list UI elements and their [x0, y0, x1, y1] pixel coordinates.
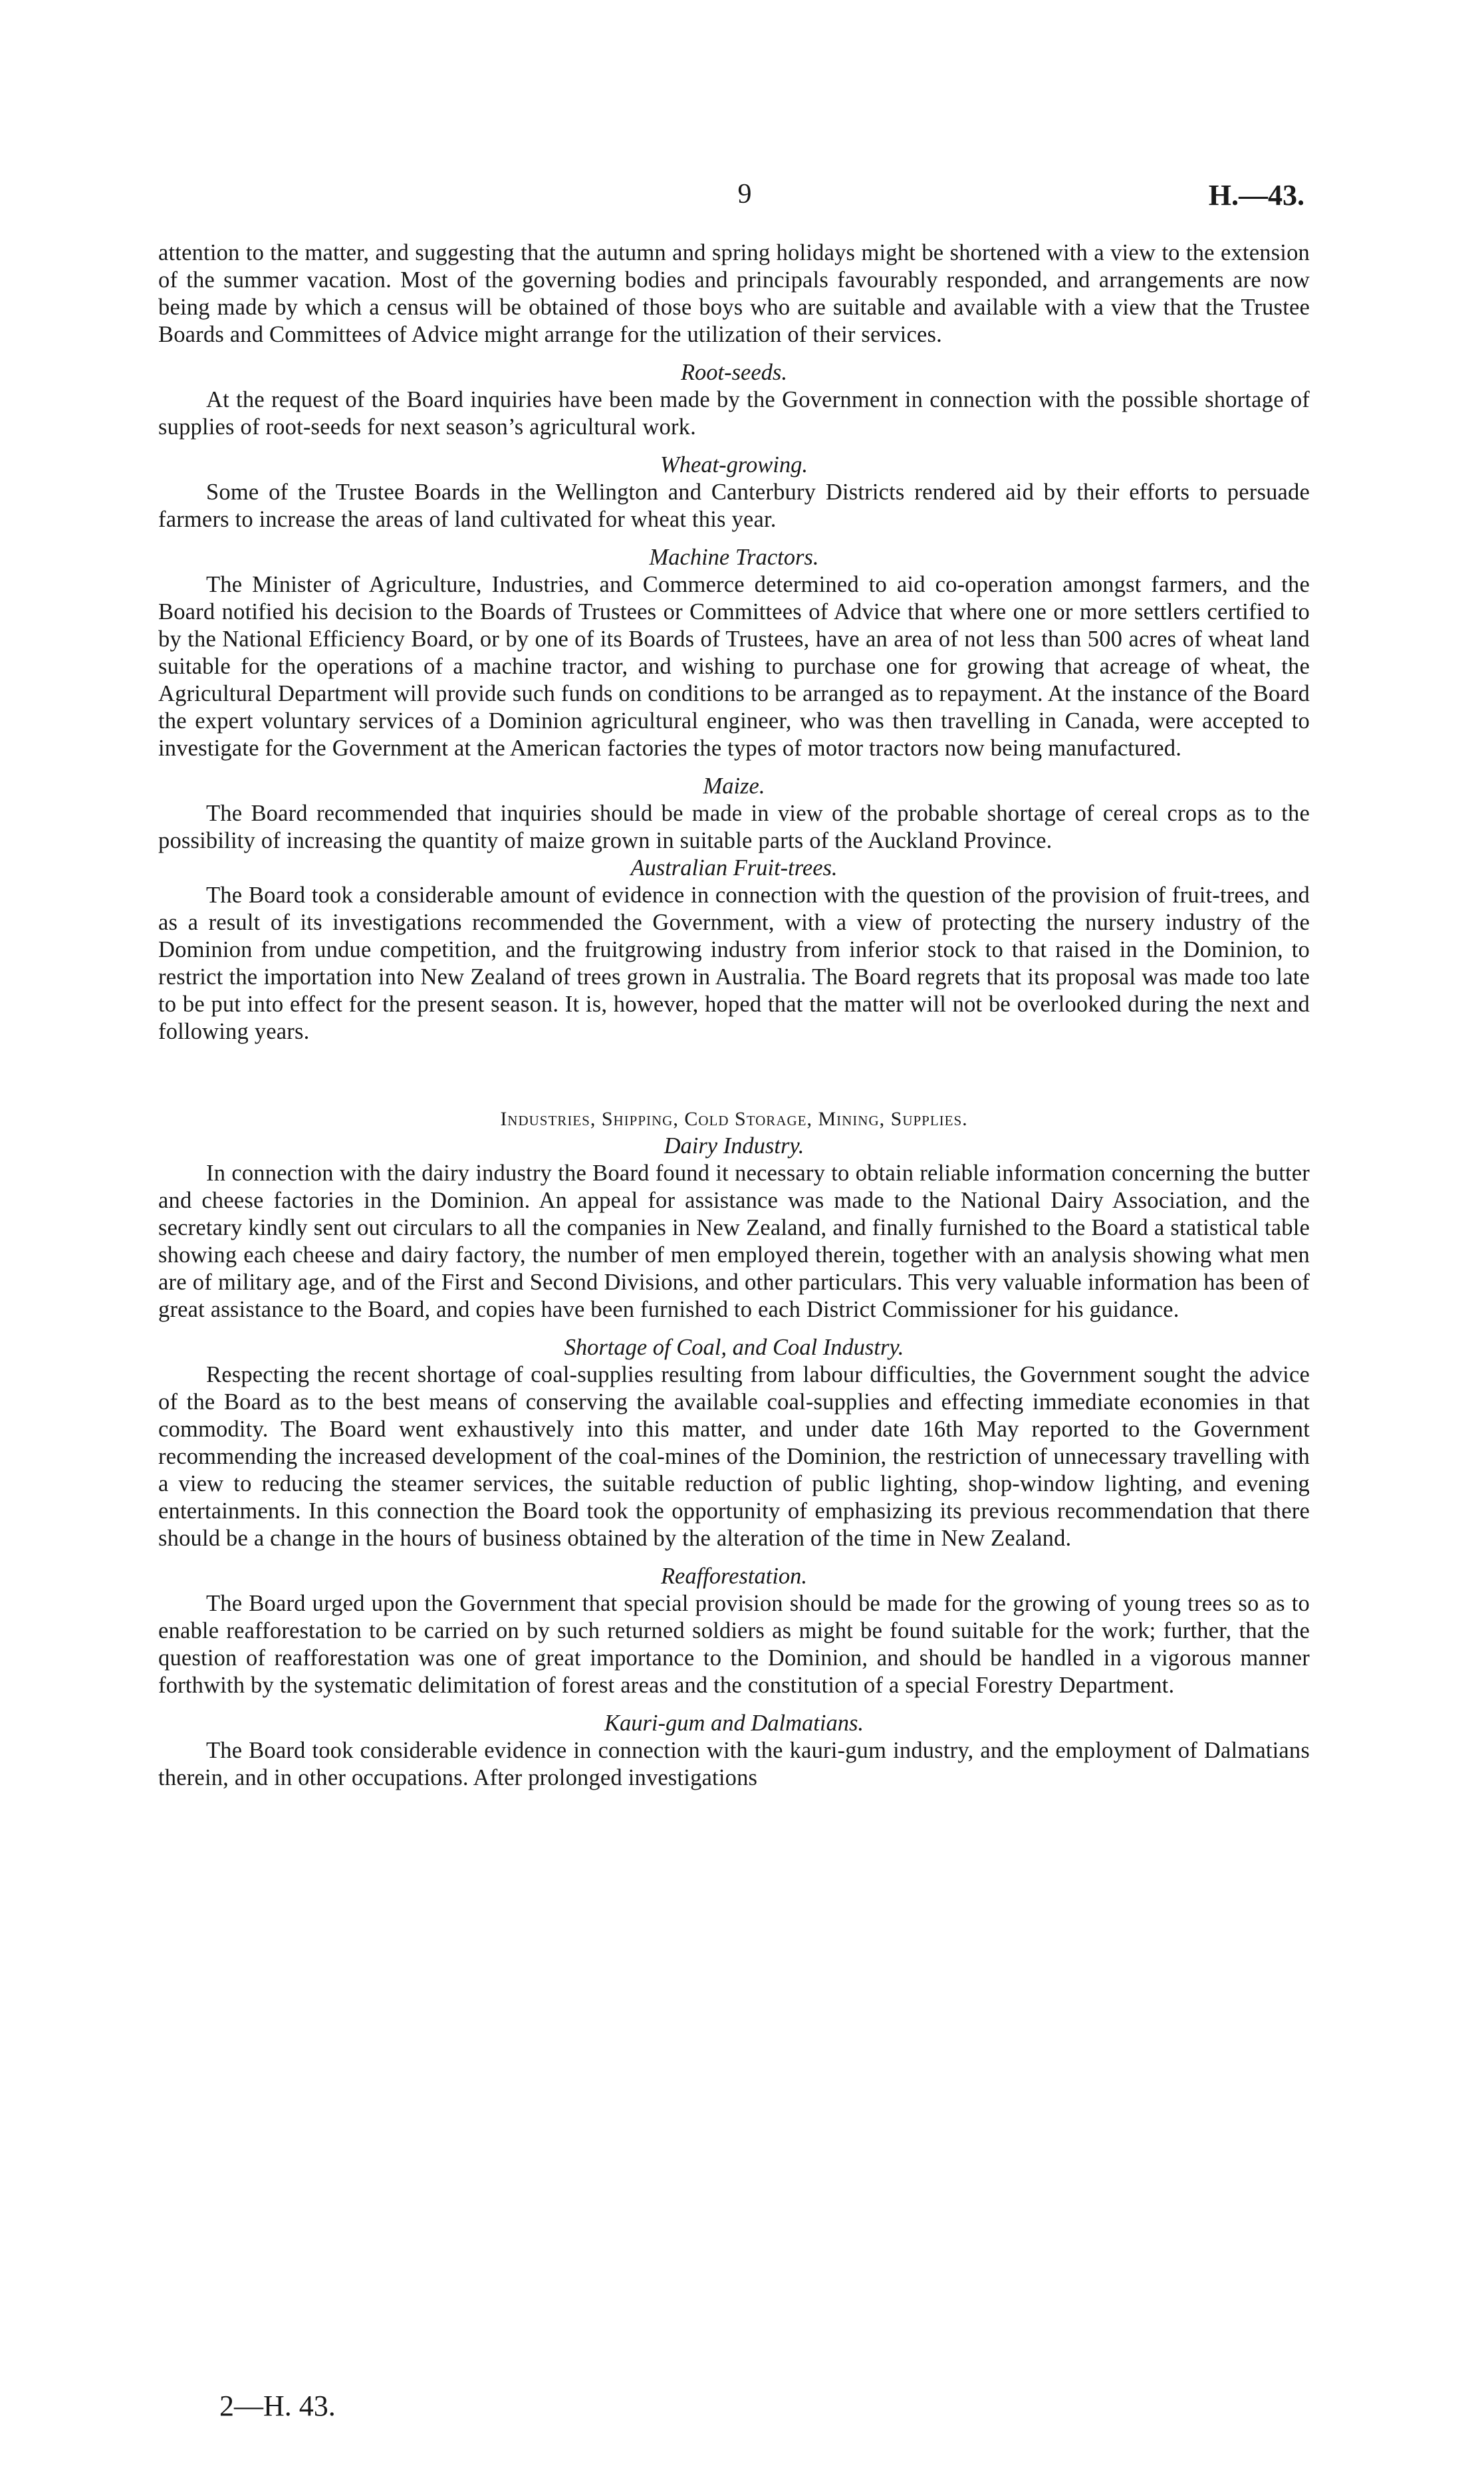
- heading-root-seeds: Root-seeds.: [680, 360, 787, 385]
- heading-dairy-industry: Dairy Industry.: [664, 1133, 804, 1159]
- heading-australian-fruit-trees: Australian Fruit-trees.: [630, 855, 838, 881]
- section-title-industries: Industries, Shipping, Cold Storage, Mining, Supplies.: [500, 1108, 968, 1130]
- signature-mark: 2—H. 43.: [219, 2390, 336, 2422]
- heading-maize: Maize.: [703, 773, 765, 799]
- paragraph-root-seeds: At the request of the Board inquiries have been made by the Government in connection with the possible shortage of supplies of root-seeds for next season’s agricultural work.: [158, 387, 1310, 440]
- paragraph-wheat-growing: Some of the Trustee Boards in the Wellington and Canterbury Districts rendered aid by their efforts to persuade farmers to increase the areas of land cultivated for wheat this year.: [158, 480, 1310, 532]
- paragraph-reafforestation: The Board urged upon the Government that special provision should be made for the growing of young trees so as to enable reafforestation to be carried on by such returned soldiers as might be found suitable for the work; further, that the question of reafforestation was one of great importance to the Dominion, and should be handled in a vigorous manner forthwith by the systematic delimitation of forest areas and the constitution of a special Forestry Department.: [158, 1591, 1310, 1698]
- heading-shortage-of-coal: Shortage of Coal, and Coal Industry.: [564, 1335, 904, 1360]
- paragraph-intro: attention to the matter, and suggesting that the autumn and spring holidays might be shortened with a view to the extension of the summer vacation. Most of the governing bodies and principals favourably responded, and arrangements are now being made by which a census will be obtained of those boys who are suitable and available with a view that the Trustee Boards and Committees of Advice might arrange for the utilization of their services.: [158, 240, 1310, 347]
- paragraph-dairy-industry: In connection with the dairy industry the Board found it necessary to obtain reliable information concerning the butter and cheese factories in the Dominion. An appeal for assistance was made to the National Dairy Association, and the secretary kindly sent out circulars to all the companies in New Zealand, and finally furnished to the Board a statistical table showing each cheese and dairy factory, the number of men employed therein, together with an analysis showing what men are of military age, and of the First and Second Divisions, and other particulars. This very valuable information has been of great assistance to the Board, and copies have been furnished to each District Commissioner for his guidance.: [158, 1161, 1310, 1322]
- paragraph-machine-tractors: The Minister of Agriculture, Industries, and Commerce determined to aid co-operation amongst farmers, and the Board notified his decision to the Boards of Trustees or Committees of Advice that where one or more settlers certified to by the National Efficiency Board, or by one of its Boards of Trustees, have an area of not less than 500 acres of wheat land suitable for the operations of a machine tractor, and wishing to purchase one for growing that acreage of wheat, the Agricultural Department will provide such funds on conditions to be arranged as to repayment. At the instance of the Board the expert voluntary services of a Dominion agricultural engineer, who was then travelling in Canada, were accepted to investigate for the Government at the American factories the types of motor tractors now being manufactured.: [158, 572, 1310, 761]
- paragraph-australian-fruit-trees: The Board took a considerable amount of evidence in connection with the question of the provision of fruit-trees, and as a result of its investigations recommended the Government, with a view of protecting the nursery industry of the Dominion from undue competition, and the fruitgrowing industry from inferior stock to that raised in the Dominion, to restrict the importation into New Zealand of trees grown in Australia. The Board regrets that its proposal was made too late to be put into effect for the present season. It is, however, hoped that the matter will not be overlooked during the next and following years.: [158, 883, 1310, 1044]
- heading-reafforestation: Reafforestation.: [660, 1564, 808, 1589]
- paragraph-kauri-gum: The Board took considerable evidence in connection with the kauri-gum industry, and the employment of Dalmatians therein, and in other occupations. After prolonged investigations: [158, 1738, 1310, 1790]
- paragraph-maize: The Board recommended that inquiries should be made in view of the probable shortage of cereal crops as to the possibility of increasing the quantity of maize grown in suitable parts of the Auckland Province.: [158, 801, 1310, 853]
- page-number: 9: [737, 179, 752, 209]
- document-reference: H.—43.: [1208, 179, 1304, 211]
- heading-wheat-growing: Wheat-growing.: [660, 452, 808, 478]
- document-body: [158, 239, 1310, 1792]
- paragraph-shortage-of-coal: Respecting the recent shortage of coal-supplies resulting from labour difficulties, the Government sought the advice of the Board as to the best means of conserving the available coal-supplies and effecting immediate economies in that commodity. The Board went exhaustively into this matter, and under date 16th May reported to the Government recommending the increased development of the coal-mines of the Dominion, the restriction of unnecessary travelling with a view to reducing the steamer services, the suitable reduction of public lighting, shop-window lighting, and evening entertainments. In this connection the Board took the opportunity of emphasizing its previous recommendation that there should be a change in the hours of business obtained by the alteration of the time in New Zealand.: [158, 1362, 1310, 1551]
- heading-machine-tractors: Machine Tractors.: [649, 545, 819, 570]
- heading-kauri-gum: Kauri-gum and Dalmatians.: [604, 1711, 864, 1736]
